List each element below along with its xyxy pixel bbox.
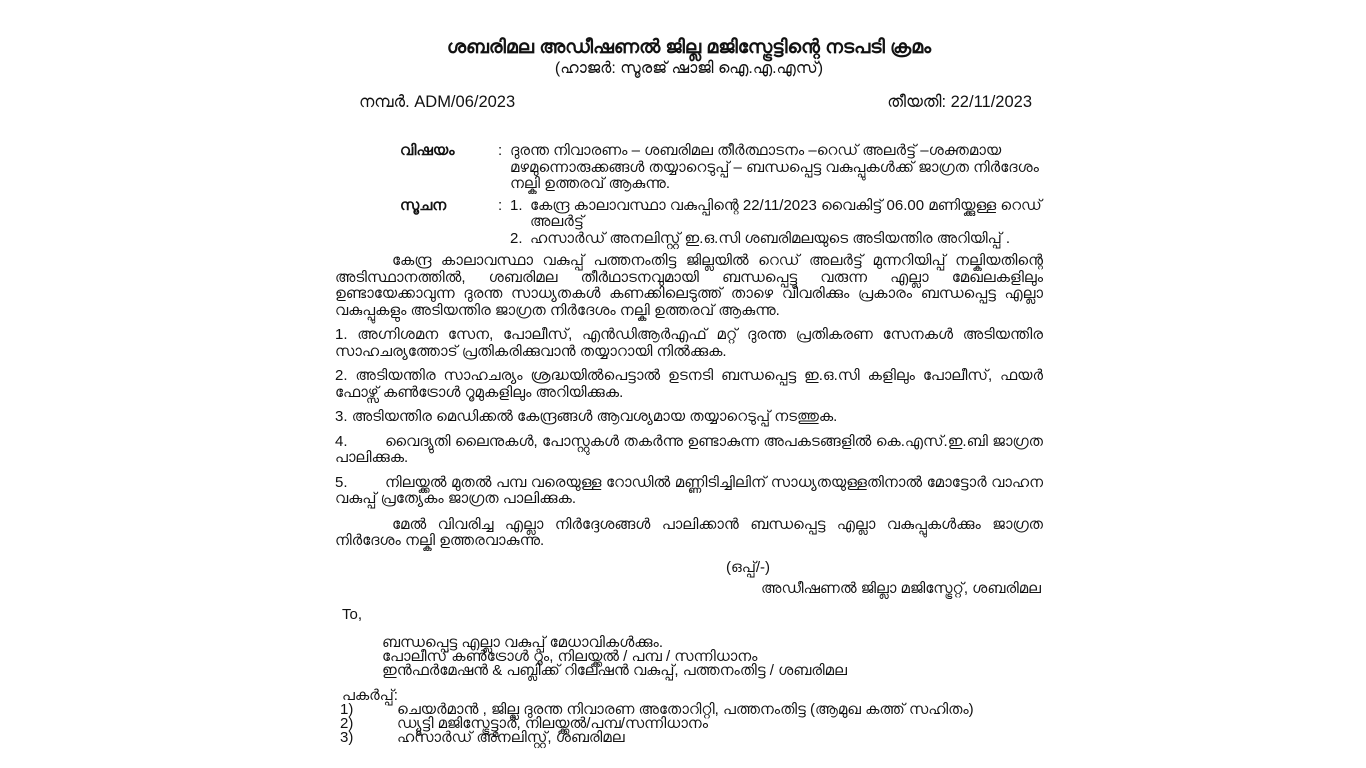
signatory-designation: അഡീഷണൽ ജില്ലാ മജിസ്ട്രേറ്റ്, ശബരിമല xyxy=(761,580,1041,597)
copy-item-text: ഡ്യൂട്ടി മജിസ്ട്രേട്ട്മാർ, നിലയ്ക്കൽ/പമ്പ/സന്നിധാനം xyxy=(397,715,708,732)
directive-number: 2. xyxy=(335,367,348,384)
recipient-line: ഇൻഫർമേഷൻ & പബ്ലിക്ക് റിലേഷൻ വകുപ്പ്, പത്തനംതിട്ട / ശബരിമല xyxy=(382,662,847,679)
reference-item-number: 1. xyxy=(510,196,523,214)
directive-item xyxy=(335,434,1043,467)
reference-item xyxy=(510,231,1043,248)
copy-item-number: 1) xyxy=(340,701,354,718)
signature-mark: (ഒപ്പ്/-) xyxy=(726,558,771,576)
reference-label: സൂചന xyxy=(400,196,447,214)
order-date: തീയതി: 22/11/2023 xyxy=(887,93,1032,111)
directive-number: 4. xyxy=(335,432,348,450)
recipients-heading: To, xyxy=(342,605,363,623)
recipient-line: പോലീസ് കൺട്രോൾ റൂം, നിലയ്ക്കൽ / പമ്പ / സന്നിധാനം xyxy=(382,648,758,665)
subject-text: ദുരന്ത നിവാരണം – ശബരിമല തീർത്ഥാടനം –റെഡ് അലർട്ട് –ശക്തമായ മഴമുന്നൊരുക്കങ്ങൾ തയ്യാറെടുപ്പ് – ബന്ധപ്പെട്ട വകുപ്പുകൾക്ക് ജാഗ്രത നിർദേശം നല്കി ഉത്തരവ് ആകുന്നു. xyxy=(510,142,1039,192)
subject-colon: : xyxy=(498,142,503,159)
copies-heading: പകർപ്പ്: xyxy=(342,687,398,704)
directive-text: അടിയന്തിര സാഹചര്യം ശ്രദ്ധയിൽപെട്ടാൽ ഉടനടി ബന്ധപ്പെട്ട ഇ.ഒ.സി കളിലും പോലീസ്, ഫയർ ഫോഴ്സ് കൺട്രോൾ റൂമുകളിലും അറിയിക്കുക. xyxy=(335,367,1043,401)
number-date-row xyxy=(335,93,1043,112)
reference-colon: : xyxy=(498,196,503,214)
reference-item xyxy=(510,198,1043,231)
recipient-line: ബന്ധപ്പെട്ട എല്ലാ വകുപ്പ് മേധാവികൾക്കും. xyxy=(382,634,664,651)
directive-number: 3. xyxy=(335,408,348,425)
reference-item-text: ഹസാർഡ് അനലിസ്റ്റ് ഇ.ഒ.സി ശബരിമലയുടെ അടിയന്തിര അറിയിപ്പ് . xyxy=(530,229,1011,247)
recipients-list xyxy=(382,636,1043,678)
reference-block xyxy=(335,198,1043,248)
directive-text: അഗ്നിശമന സേന, പോലീസ്, എൻഡിആർഎഫ് മറ്റ് ദുരന്ത പ്രതികരണ സേനകൾ അടിയന്തിര സാഹചര്യത്തോട് പ്രതികരിക്കുവാൻ തയ്യാറായി നിൽക്കുക. xyxy=(335,326,1043,360)
copy-item-number: 3) xyxy=(340,729,354,746)
directive-number: 1. xyxy=(335,326,348,343)
order-number: നമ്പർ. ADM/06/2023 xyxy=(359,93,516,111)
copy-item-number: 2) xyxy=(340,715,354,732)
reference-list xyxy=(510,198,1043,248)
directive-text: വൈദ്യുതി ലൈനുകൾ, പോസ്റ്റുകൾ തകർന്നു ഉണ്ടാകുന്ന അപകടങ്ങളിൽ കെ.എസ്.ഇ.ബി ജാഗ്രത പാലിക്കുക. xyxy=(335,432,1043,466)
copy-item-text: ചെയർമാൻ , ജില്ല ദുരന്ത നിവാരണ അതോറിറ്റി, പത്തനംതിട്ട (ആമുഖ കത്ത് സഹിതം) xyxy=(397,701,974,718)
reference-item-text: കേന്ദ്ര കാലാവസ്ഥാ വകുപ്പിന്റെ 22/11/2023 വൈകിട്ട് 06.00 മണിയ്ക്കുള്ള റെഡ് അലർട്ട് xyxy=(530,196,1042,230)
copy-item-text: ഹസാർഡ് അനലിസ്റ്റ്, ശബരിമല xyxy=(397,729,625,746)
directive-number: 5. xyxy=(335,473,348,491)
directive-item xyxy=(335,368,1043,401)
subject-block xyxy=(335,143,1043,193)
directive-text: നിലയ്ക്കൽ മുതൽ പമ്പ വരെയുള്ള റോഡിൽ മണ്ണിടിച്ചിലിന് സാധ്യതയുള്ളതിനാൽ മോട്ടോർ വാഹന വകുപ്പ് പ്രത്യേകം ജാഗ്രത പാലിക്കുക. xyxy=(335,473,1043,507)
copy-item xyxy=(335,731,1043,745)
subject-label: വിഷയം xyxy=(400,142,455,159)
presence-line: (ഹാജർ: സൂരജ് ഷാജി ഐ.എ.എസ്) xyxy=(554,60,824,77)
directive-text: അടിയന്തിര മെഡിക്കൽ കേന്ദ്രങ്ങൾ ആവശ്യമായ തയ്യാറെടുപ്പ് നടത്തുക. xyxy=(351,408,838,425)
order-document xyxy=(335,0,1043,745)
reference-item-number: 2. xyxy=(510,229,523,247)
directive-item xyxy=(335,327,1043,360)
opening-paragraph: കേന്ദ്ര കാലാവസ്ഥാ വകുപ്പ് പത്തനംതിട്ട ജില്ലയിൽ റെഡ് അലർട്ട് മുന്നറിയിപ്പ് നല്കിയതിന്റെ അടിസ്ഥാനത്തിൽ, ശബരിമല തീർഥാടനവുമായി ബന്ധപ്പെട്ടു വരുന്ന എല്ലാ മേഖലകളിലും ഉണ്ടായേക്കാവുന്ന ദുരന്ത സാധ്യതകൾ കണക്കിലെടുത്ത് താഴെ വിവരിക്കും പ്രകാരം ബന്ധപ്പെട്ട എല്ലാ വകുപ്പുകളും അടിയന്തിര ജാഗ്രത നിർദേശം നല്കി ഉത്തരവ് ആകുന്നു. xyxy=(335,252,1043,319)
page-title: ശബരിമല അഡീഷണൽ ജില്ല മജിസ്ട്രേട്ടിന്റെ നടപടി ക്രമം xyxy=(446,37,932,58)
directive-item xyxy=(335,409,1043,426)
directive-item xyxy=(335,475,1043,508)
closing-paragraph: മേൽ വിവരിച്ച എല്ലാ നിർദ്ദേശങ്ങൾ പാലിക്കാൻ ബന്ധപ്പെട്ട എല്ലാ വകുപ്പുകൾക്കും ജാഗ്രത നിർദേശം നല്കി ഉത്തരവാകുന്നു. xyxy=(335,515,1043,549)
